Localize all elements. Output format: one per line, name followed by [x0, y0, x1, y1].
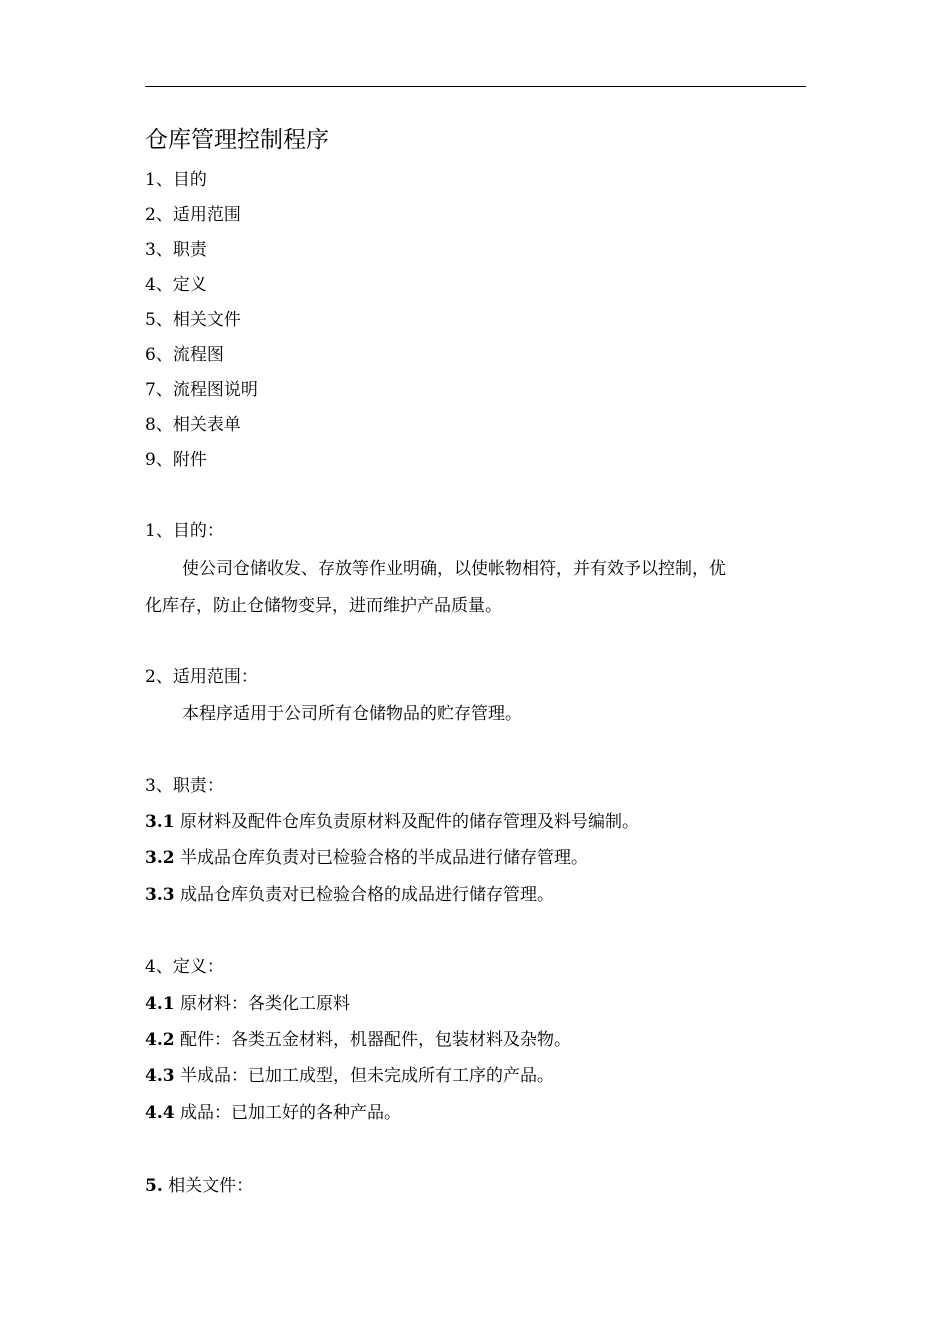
item-text: 配件：各类五金材料，机器配件，包装材料及杂物。 — [174, 1030, 571, 1050]
document-title: 仓库管理控制程序 — [145, 127, 329, 153]
toc-item-6: 6、流程图 — [145, 345, 224, 365]
header-rule — [145, 86, 806, 87]
section-3-heading: 3、职责： — [145, 776, 224, 796]
section-2-paragraph: 本程序适用于公司所有仓储物品的贮存管理。 — [182, 704, 522, 724]
section-2-heading: 2、适用范围： — [145, 667, 258, 687]
item-text: 原材料及配件仓库负责原材料及配件的储存管理及料号编制。 — [174, 812, 639, 832]
item-text: 半成品：已加工成型，但未完成所有工序的产品。 — [174, 1066, 554, 1086]
toc-item-5: 5、相关文件 — [145, 310, 241, 330]
section-4-item-2 — [145, 1027, 571, 1053]
section-4-item-1 — [145, 991, 350, 1017]
section-3-item-3 — [145, 882, 554, 908]
toc-item-4: 4、定义 — [145, 275, 207, 295]
section-3-item-1 — [145, 809, 639, 835]
item-number: 4.4 — [145, 1103, 175, 1123]
section-1-heading: 1、目的： — [145, 521, 224, 541]
section-4-heading: 4、定义： — [145, 957, 224, 977]
toc-item-1: 1、目的 — [145, 170, 207, 190]
section-1-paragraph-line-1: 使公司仓储收发、存放等作业明确，以使帐物相符，并有效予以控制，优 — [182, 559, 726, 579]
toc-item-8: 8、相关表单 — [145, 415, 241, 435]
toc-item-7: 7、流程图说明 — [145, 380, 258, 400]
item-number: 3.2 — [145, 848, 175, 868]
item-number: 4.1 — [145, 994, 175, 1014]
item-number: 3.1 — [145, 812, 175, 832]
section-4-item-3 — [145, 1063, 554, 1089]
item-text: 成品：已加工好的各种产品。 — [174, 1103, 401, 1123]
item-text: 原材料：各类化工原料 — [174, 994, 350, 1014]
section-4-item-4 — [145, 1100, 401, 1126]
toc-item-2: 2、适用范围 — [145, 205, 241, 225]
section-1-paragraph-line-2: 化库存，防止仓储物变异，进而维护产品质量。 — [145, 596, 502, 616]
item-number: 4.3 — [145, 1066, 175, 1086]
item-number: 3.3 — [145, 885, 175, 905]
toc-item-3: 3、职责 — [145, 240, 207, 260]
item-text: 成品仓库负责对已检验合格的成品进行储存管理。 — [174, 885, 554, 905]
item-number: 4.2 — [145, 1030, 175, 1050]
section-3-item-2 — [145, 845, 588, 871]
section-title: 相关文件： — [162, 1176, 254, 1196]
section-number: 5. — [145, 1176, 163, 1196]
section-5-heading — [145, 1173, 253, 1199]
item-text: 半成品仓库负责对已检验合格的半成品进行储存管理。 — [174, 848, 588, 868]
toc-item-9: 9、附件 — [145, 450, 207, 470]
